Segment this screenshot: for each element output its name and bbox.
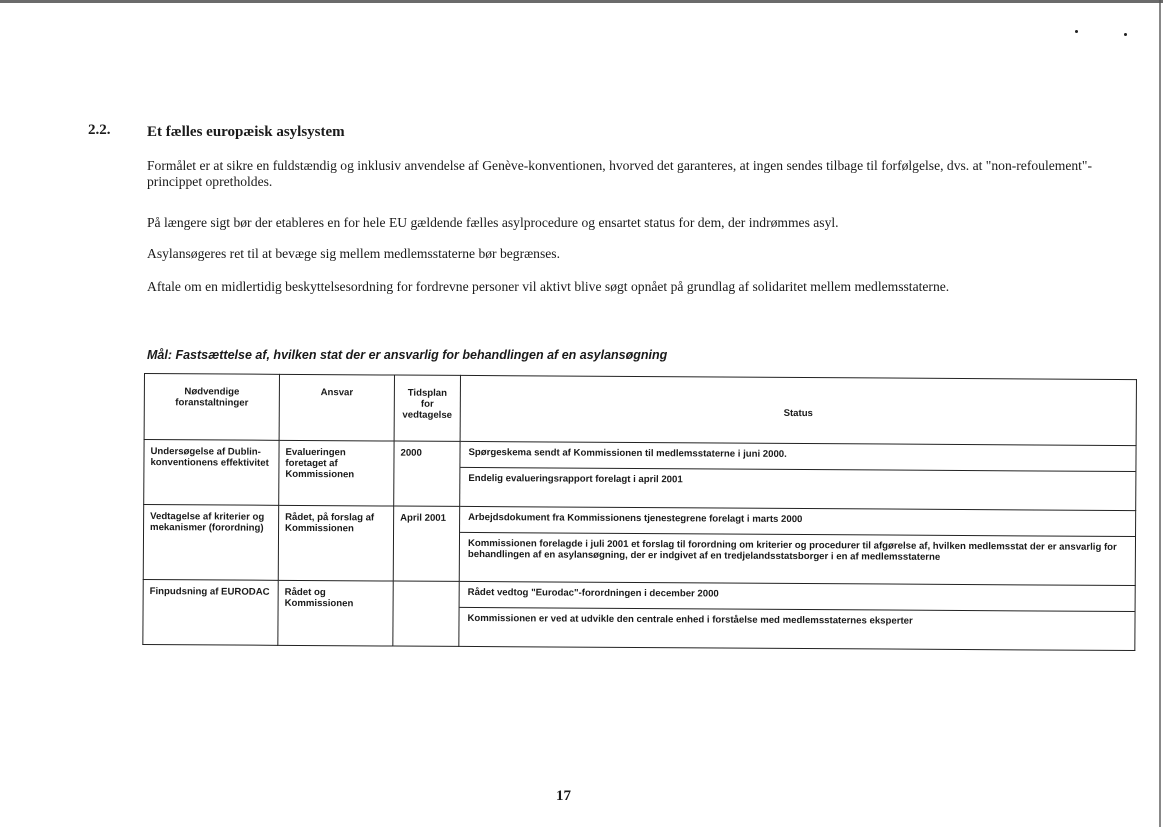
cell-timetable: April 2001 — [393, 506, 459, 581]
cell-timetable: 2000 — [394, 441, 460, 506]
cell-measures: Finpudsning af EURODAC — [143, 580, 278, 646]
cell-status — [460, 442, 1136, 511]
paragraph-geneva: Formålet er at sikre en fuldstændig og inklusiv anvendelse af Genève-konventionen, hvorved det garanteres, at ingen sendes tilbage til forfølgelse, dvs. at "non-refoulement"-princippet opretholdes. — [147, 158, 1093, 189]
scan-speck — [1075, 30, 1078, 33]
cell-responsible: Evalueringen foretaget af Kommissionen — [279, 440, 394, 506]
cell-status — [459, 506, 1135, 585]
table-row — [143, 580, 1135, 651]
cell-responsible: Rådet og Kommissionen — [278, 580, 393, 646]
table-caption: Mål: Fastsættelse af, hvilken stat der er ansvarlig for behandlingen af en asylansøgning — [147, 348, 668, 362]
cell-measures: Vedtagelse af kriterier og mekanismer (forordning) — [143, 505, 278, 581]
cell-status — [459, 582, 1135, 651]
scan-top-border — [0, 0, 1163, 3]
header-status: Status — [460, 375, 1136, 445]
cell-timetable — [393, 581, 459, 646]
section-number: 2.2. — [88, 122, 111, 138]
measures-table — [142, 373, 1137, 651]
status-entry: Spørgeskema sendt af Kommissionen til medlemsstaterne i juni 2000. — [468, 447, 787, 461]
header-responsible: Ansvar — [279, 374, 394, 441]
header-timetable: Tidsplan for vedtagelse — [394, 375, 460, 442]
scan-right-border — [1159, 0, 1161, 827]
paragraph-protection: Aftale om en midlertidig beskyttelsesordning for fordrevne personer vil aktivt blive søgt opnået på grundlag af solidaritet mellem medlemsstaterne. — [147, 279, 950, 294]
page-number: 17 — [556, 788, 571, 804]
status-entry: Endelig evalueringsrapport forelagt i april 2001 — [460, 467, 1135, 496]
status-entry: Kommissionen er ved at udvikle den centrale enhed i forståelse med medlemsstaternes eksperter — [459, 607, 1134, 636]
cell-responsible: Rådet, på forslag af Kommissionen — [278, 505, 393, 581]
table-header-row — [144, 374, 1136, 446]
header-measures: Nødvendige foranstaltninger — [144, 374, 279, 441]
status-entry: Rådet vedtog "Eurodac"-forordningen i december 2000 — [467, 587, 719, 600]
section-title: Et fælles europæisk asylsystem — [147, 124, 345, 140]
status-entry: Kommissionen forelagde i juli 2001 et forslag til forordning om kriterier og procedurer til afgørelse af, hvilken medlemsstat der er ansvarlig for behandlingen af en asylansøgning, der er indgivet af en tredjelandsstatsborger i en af medlemsstaterne — [460, 532, 1135, 569]
scan-speck — [1124, 33, 1127, 36]
table-row — [143, 505, 1135, 586]
status-entry: Arbejdsdokument fra Kommissionens tjenestegrene forelagt i marts 2000 — [468, 512, 803, 526]
cell-measures: Undersøgelse af Dublin-konventionens effektivitet — [144, 440, 279, 506]
paragraph-movement: Asylansøgeres ret til at bevæge sig mellem medlemsstaterne bør begrænses. — [147, 246, 560, 261]
table-row — [144, 440, 1136, 511]
paragraph-procedure: På længere sigt bør der etableres en for hele EU gældende fælles asylprocedure og ensartet status for dem, der indrømmes asyl. — [147, 215, 839, 230]
